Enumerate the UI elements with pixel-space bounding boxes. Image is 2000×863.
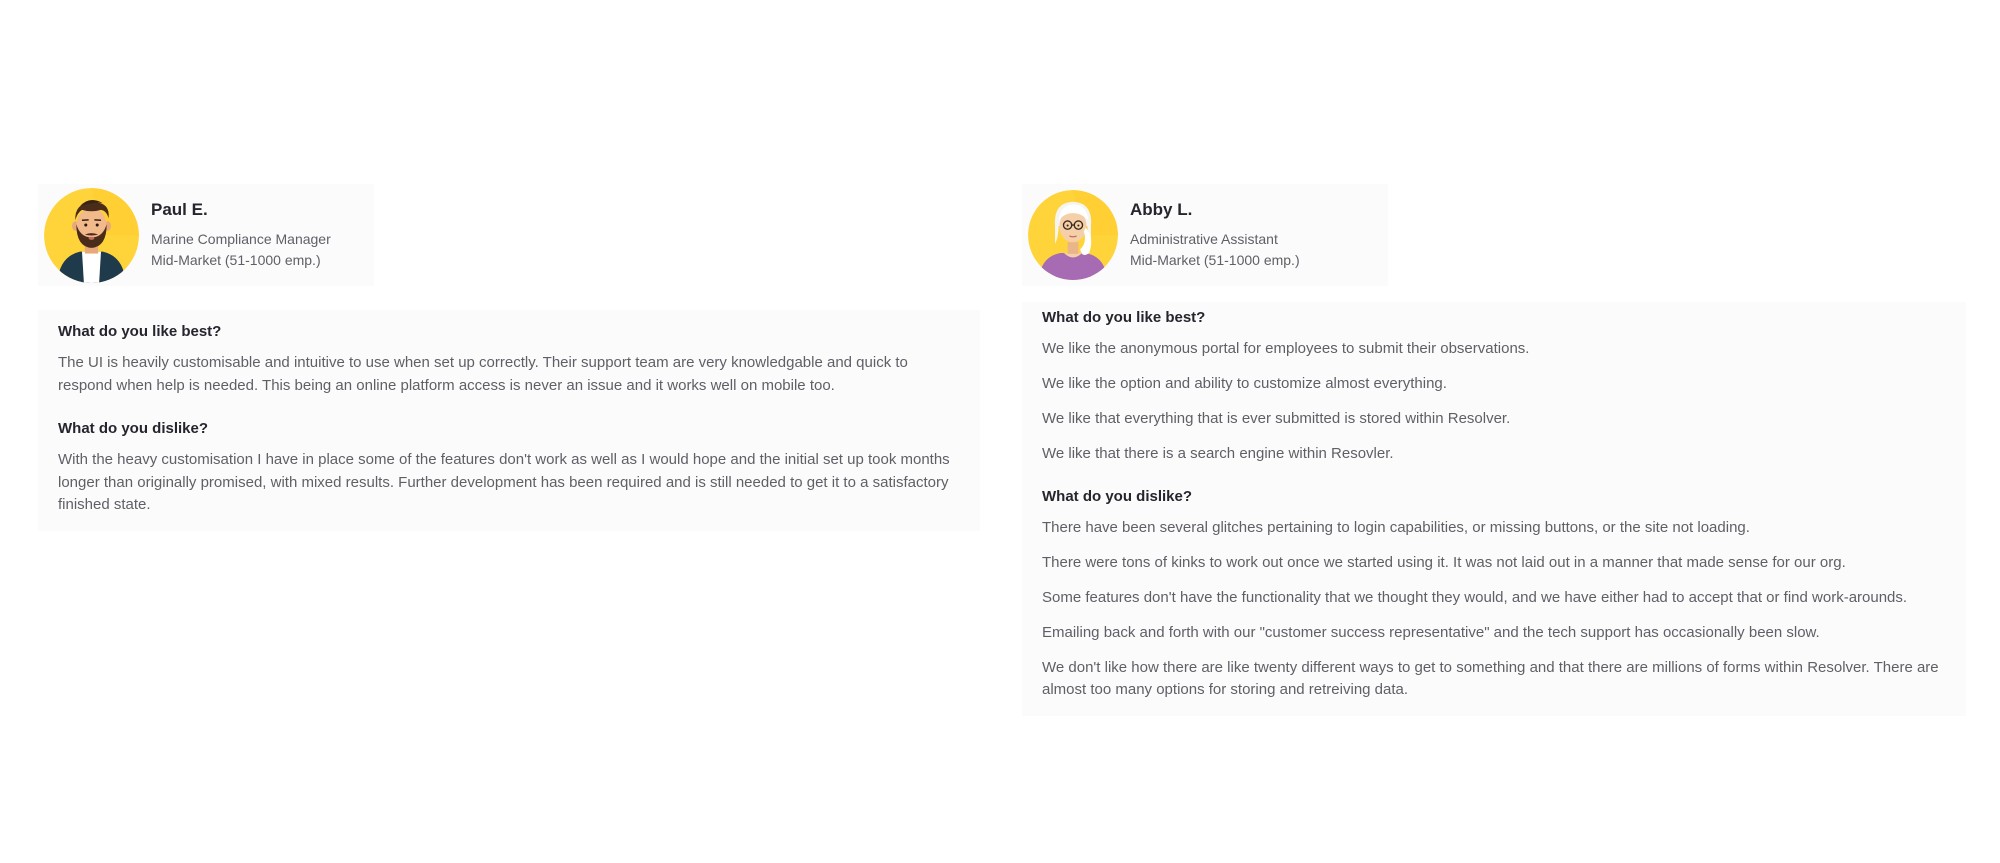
reviewer-profile	[1022, 184, 1388, 286]
review-card-abby	[1022, 184, 1966, 716]
like-answer: We like the option and ability to customize almost everything.	[1042, 374, 1447, 392]
like-answer: We like the anonymous portal for employees to submit their observations.	[1042, 340, 1530, 357]
reviewer-info	[151, 200, 331, 271]
dislike-answer: There have been several glitches pertaining to login capabilities, or missing buttons, or the site not loading.	[1042, 519, 1750, 537]
dislike-heading: What do you dislike?	[58, 420, 209, 437]
reviewer-role: Administrative Assistant	[1130, 230, 1278, 247]
reviewer-segment: Mid-Market (51-1000 emp.)	[151, 251, 321, 268]
like-heading: What do you like best?	[1042, 309, 1206, 326]
review-card-paul	[38, 184, 980, 531]
bearded-man-avatar-icon	[44, 188, 139, 283]
reviewer-name: Paul E.	[151, 199, 208, 219]
dislike-answer: With the heavy customisation I have in place some of the features don't work as well as I would hope and the initial set up took months longer than originally promised, with mixed results. Further development has been required and is still needed to get it to a satisfactory finished state.	[58, 451, 950, 513]
dislike-heading: What do you dislike?	[1042, 488, 1193, 506]
dislike-answer: Some features don't have the functionality that we thought they would, and we have either had to accept that or find work-arounds.	[1042, 588, 1908, 606]
dislike-answer: There were tons of kinks to work out once we started using it. It was not laid out in a manner that made sense for our org.	[1042, 554, 1846, 572]
dislike-answer: We don't like how there are like twenty different ways to get to something and that there are millions of forms within Resolver. There are almost too many options for storing and retreiving data.	[1042, 658, 1939, 699]
reviewer-segment: Mid-Market (51-1000 emp.)	[1130, 251, 1300, 268]
review-body	[1022, 302, 1966, 716]
like-answer: We like that everything that is ever submitted is stored within Resolver.	[1042, 409, 1511, 427]
reviewer-profile	[38, 184, 374, 286]
reviewer-name: Abby L.	[1130, 199, 1193, 219]
like-answer: The UI is heavily customisable and intuitive to use when set up correctly. Their support team are very knowledgable and quick to respond when help is needed. This being an online platform access is never an issue and it works well on mobile too.	[58, 354, 908, 394]
dislike-answer: Emailing back and forth with our "customer success representative" and the tech support has occasionally been slow.	[1042, 623, 1820, 641]
reviewer-info	[1130, 200, 1300, 271]
like-answer: We like that there is a search engine within Resovler.	[1042, 444, 1394, 462]
like-section	[58, 322, 966, 397]
woman-glasses-avatar-icon	[1028, 190, 1118, 280]
like-heading: What do you like best?	[58, 323, 222, 340]
like-section	[1042, 308, 1952, 465]
reviewer-role: Marine Compliance Manager	[151, 230, 331, 247]
dislike-section	[58, 419, 966, 517]
dislike-section	[1042, 487, 1952, 702]
review-body	[38, 310, 980, 531]
